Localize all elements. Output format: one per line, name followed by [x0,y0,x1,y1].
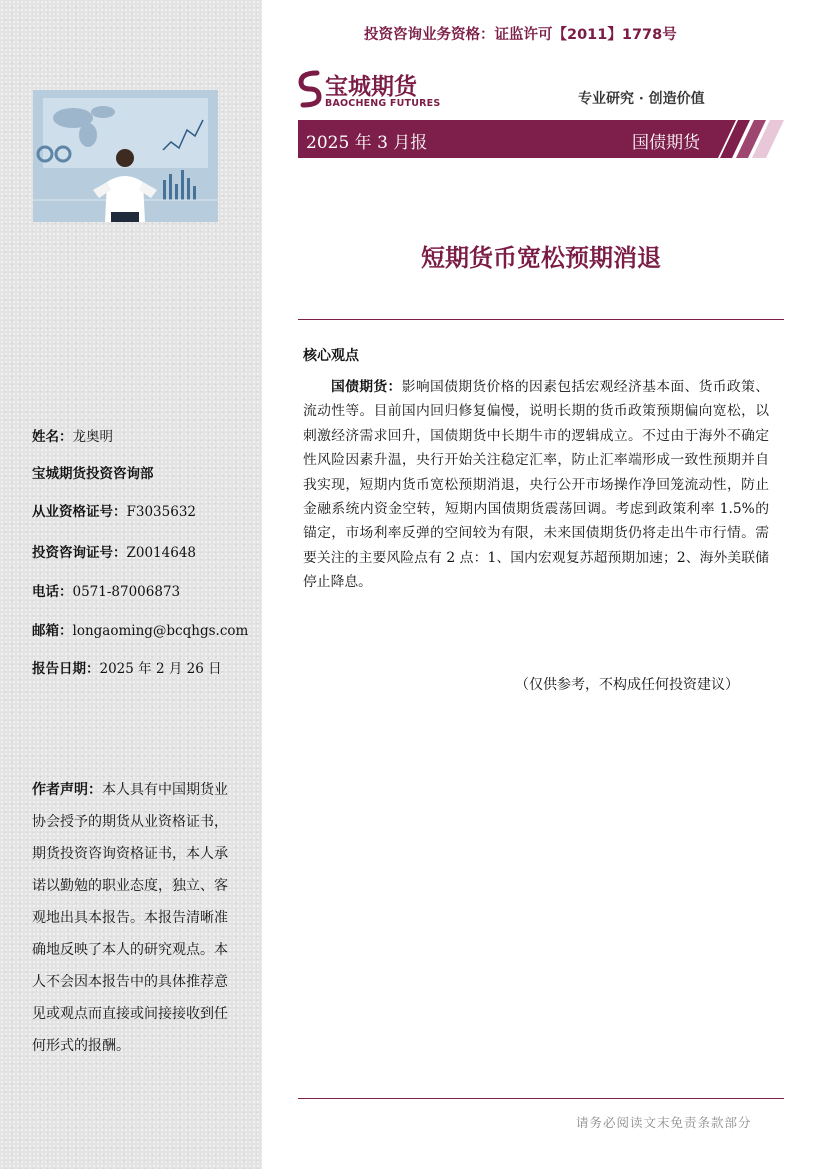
title-divider [298,319,784,320]
footer-divider [298,1098,784,1099]
footer-note: 请务必阅读文末免责条款部分 [576,1115,752,1130]
disclaimer: （仅供参考，不构成任何投资建议） [515,677,739,693]
author-department: 宝城期货投资咨询部 [32,466,154,482]
report-category: 国债期货 [632,133,700,153]
report-date: 报告日期：2025 年 2 月 26 日 [32,661,222,677]
core-heading: 核心观点 [303,348,359,364]
company-logo-icon [297,70,323,108]
slogan: 专业研究 · 创造价值 [578,91,705,107]
qualification-number: 从业资格证号：F3035632 [32,504,196,520]
core-text: 影响国债期货价格的因素包括宏观经济基本面、货币政策、流动性等。目前国内回归修复偏慢，说明长期的货币政策预期偏向宽松，以刺激经济需求回升，国债期货中长期牛市的逻辑成立。不过由于海外不确定性风险因素升温，央行开始关注稳定汇率，防止汇率端形成一致性预期并自我实现，短期内货币宽松预期消退，央行公开市场操作净回笼流动性，防止金融系统内资金空转，短期内国债期货震荡回调。考虑到政策利率 1.5%的锚定，市场利率反弹的空间较为有限，未来国债期货仍将走出牛市行情。需要关注的主要风险点有 2 点：1、国内宏观复苏超预期加速；2、海外美联储停止降息。 [303,379,770,591]
core-body [303,375,769,595]
report-title: 短期货币宽松预期消退 [421,244,661,272]
report-banner [298,120,784,158]
sidebar [0,0,262,1169]
phone: 电话：0571-87006873 [32,584,181,600]
author-statement: 作者声明：本人具有中国期货业协会授予的期货从业资格证书，期货投资咨询资格证书，本人承诺以勤勉的职业态度，独立、客观地出具本报告。本报告清晰准确地反映了本人的研究观点。本人不会因本报告中的具体推荐意见或观点而直接或间接接收到任何形式的报酬。 [32,782,228,1054]
cover-illustration [33,90,218,222]
report-period: 2025 年 3 月报 [306,133,428,153]
advisory-number: 投资咨询证号：Z0014648 [32,545,197,561]
core-lead: 国债期货： [331,379,402,395]
company-logo-english: BAOCHENG FUTURES [325,98,441,109]
company-logo-text: 宝城期货 [325,73,417,100]
author-name: 姓名：龙奥明 [32,429,113,445]
cover-image [33,90,218,222]
email: 邮箱：longaoming@bcqhgs.com [32,623,249,639]
license-text: 投资咨询业务资格：证监许可【2011】1778号 [364,27,677,43]
